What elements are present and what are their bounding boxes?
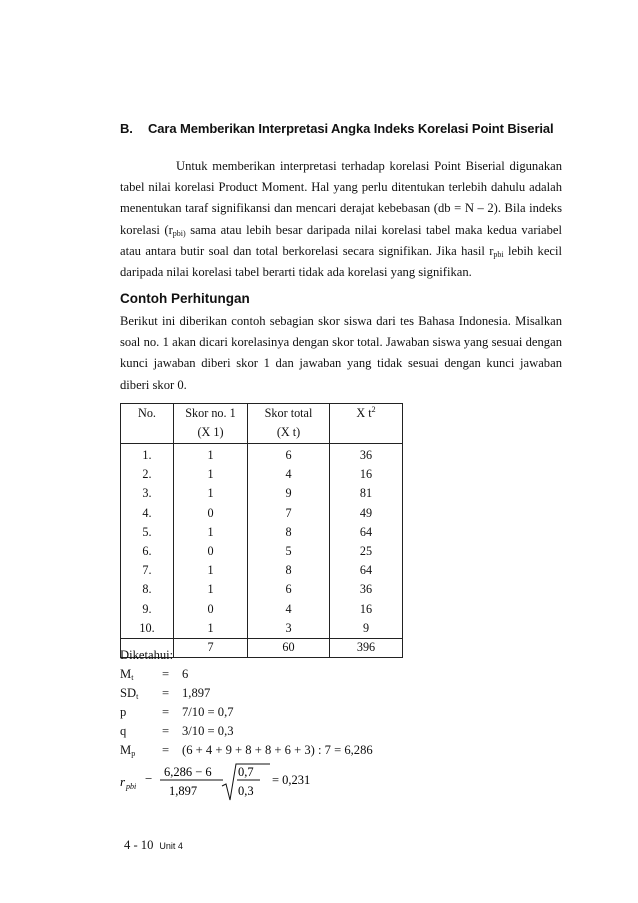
table-cell: 3. [121,484,174,503]
table-cell: 1 [174,523,248,542]
table-cell: 8. [121,580,174,599]
header-xt2-cont [330,425,403,444]
table-row [121,523,403,542]
table-cell: 9 [248,484,330,503]
table-cell: 25 [330,542,403,561]
table-cell: 64 [330,561,403,580]
given-row [120,741,373,760]
table-cell: 0 [174,542,248,561]
given-equals: = [162,686,170,700]
table-cell: 0 [174,600,248,619]
table-cell: 0 [174,504,248,523]
table-cell: 16 [330,465,403,484]
interpretation-paragraph [120,156,562,283]
given-equals: = [162,743,170,757]
table-cell: 36 [330,444,403,466]
formula-r-sub: pbi [126,782,137,791]
table-cell: 6 [248,580,330,599]
given-row [120,722,373,741]
table-cell: 8 [248,561,330,580]
table-cell: 1. [121,444,174,466]
given-label: $M_t$ [120,667,134,682]
given-label: p [120,705,127,719]
given-value: (6 + 4 + 9 + 8 + 8 + 6 + 3) : 7 = 6,286 [182,743,373,757]
example-heading: Contoh Perhitungan [120,291,250,306]
header-xt2: X $t^2$ [330,404,403,426]
given-row [120,703,373,722]
table-cell: 6 [248,444,330,466]
header-no-cont [121,425,174,444]
formula-svg [120,760,360,804]
table-cell: 8 [248,523,330,542]
header-total: Skor total [248,404,330,426]
table-cell: 7 [248,504,330,523]
sqrt-denominator: 0,3 [238,784,254,798]
unit-label: Unit 4 [159,841,183,851]
table-row [121,484,403,503]
paragraph-text: sama atau lebih besar daripada nilai korelasi tabel maka kedua variabel atau antara butir soal dan total berkorelasi secara signifikan. Jika hasil r [120,222,562,258]
given-equals: = [162,724,170,738]
formula-minus: − [145,771,153,786]
table-row [121,444,403,466]
table-row [121,600,403,619]
section-letter: B. [120,121,133,136]
table-cell: 9. [121,600,174,619]
table-cell: 7. [121,561,174,580]
formula [120,760,360,804]
table-cell: 2. [121,465,174,484]
sqrt-numerator: 0,7 [238,765,254,779]
table-cell: 1 [174,484,248,503]
header-total-sub: (X t) [248,425,330,444]
paragraph-text: Untuk memberikan interpretasi terhadap korelasi Point Biserial digunakan tabel nilai korelasi Product Moment. Hal yang perlu ditentukan terlebih dahulu adalah menentukan taraf signifikansi dan mencari derajat kebebasan (db = N – 2). Bila indeks korelasi (r [120,159,562,237]
table-cell: 9 [330,619,403,639]
table-cell: 4 [248,465,330,484]
total-cell: 7 [174,638,248,657]
score-table [120,403,403,658]
given-label: q [120,724,127,738]
table-cell: 5. [121,523,174,542]
table-cell: 64 [330,523,403,542]
formula-denominator: 1,897 [169,784,198,798]
header-skor1-sub: (X 1) [174,425,248,444]
table-row [121,580,403,599]
given-equals: = [162,667,170,681]
table-cell: 10. [121,619,174,639]
table-cell: 16 [330,600,403,619]
given-equals: = [162,705,170,719]
header-no: No. [121,404,174,426]
table-cell: 4. [121,504,174,523]
table-row [121,504,403,523]
table-cell: 1 [174,580,248,599]
table-cell: 1 [174,619,248,639]
table-cell: 81 [330,484,403,503]
total-cell: 396 [330,638,403,657]
table-row [121,619,403,639]
example-paragraph: Berikut ini diberikan contoh sebagian skor siswa dari tes Bahasa Indonesia. Misalkan soal no. 1 akan dicari korelasinya dengan skor total. Jawaban siswa yang sesuai dengan kunci jawaban diberi skor 1 dan jawaban yang tidak sesuai dengan kunci jawaban diberi skor 0. [120,314,562,392]
total-cell: 60 [248,638,330,657]
table-cell: 6. [121,542,174,561]
table-cell: 5 [248,542,330,561]
table-row [121,542,403,561]
table-cell: 1 [174,444,248,466]
table-cell: 49 [330,504,403,523]
table-row [121,465,403,484]
formula-numerator: 6,286 − 6 [164,765,212,779]
given-value: 1,897 [182,686,211,700]
paragraph-subscript: pbi [493,249,504,259]
table-cell: 1 [174,465,248,484]
given-row [120,665,373,684]
page-footer [124,838,183,853]
table-cell: 36 [330,580,403,599]
given-title: Diketahui: [120,648,174,662]
table-cell: 3 [248,619,330,639]
section-heading [120,121,554,136]
given-value: 6 [182,667,189,681]
table-row [121,561,403,580]
section-title: Cara Memberikan Interpretasi Angka Indeks Korelasi Point Biserial [148,121,554,136]
given-row [120,684,373,703]
page-number: 4 - 10 [124,838,154,852]
formula-r: r [120,774,126,789]
given-values [120,646,373,760]
given-label: $M_p$ [120,743,136,758]
formula-result: = 0,231 [272,773,311,787]
paragraph-subscript: pbi) [172,228,186,238]
paragraph-text: lebih kecil daripada nilai korelasi tabel berarti tidak ada korelasi yang signifikan. [120,243,562,280]
given-value: 7/10 = 0,7 [182,705,234,719]
header-skor1: Skor no. 1 [174,404,248,426]
table-cell: 4 [248,600,330,619]
table-cell: 1 [174,561,248,580]
given-label: $SD_t$ [120,686,139,701]
given-value: 3/10 = 0,3 [182,724,234,738]
